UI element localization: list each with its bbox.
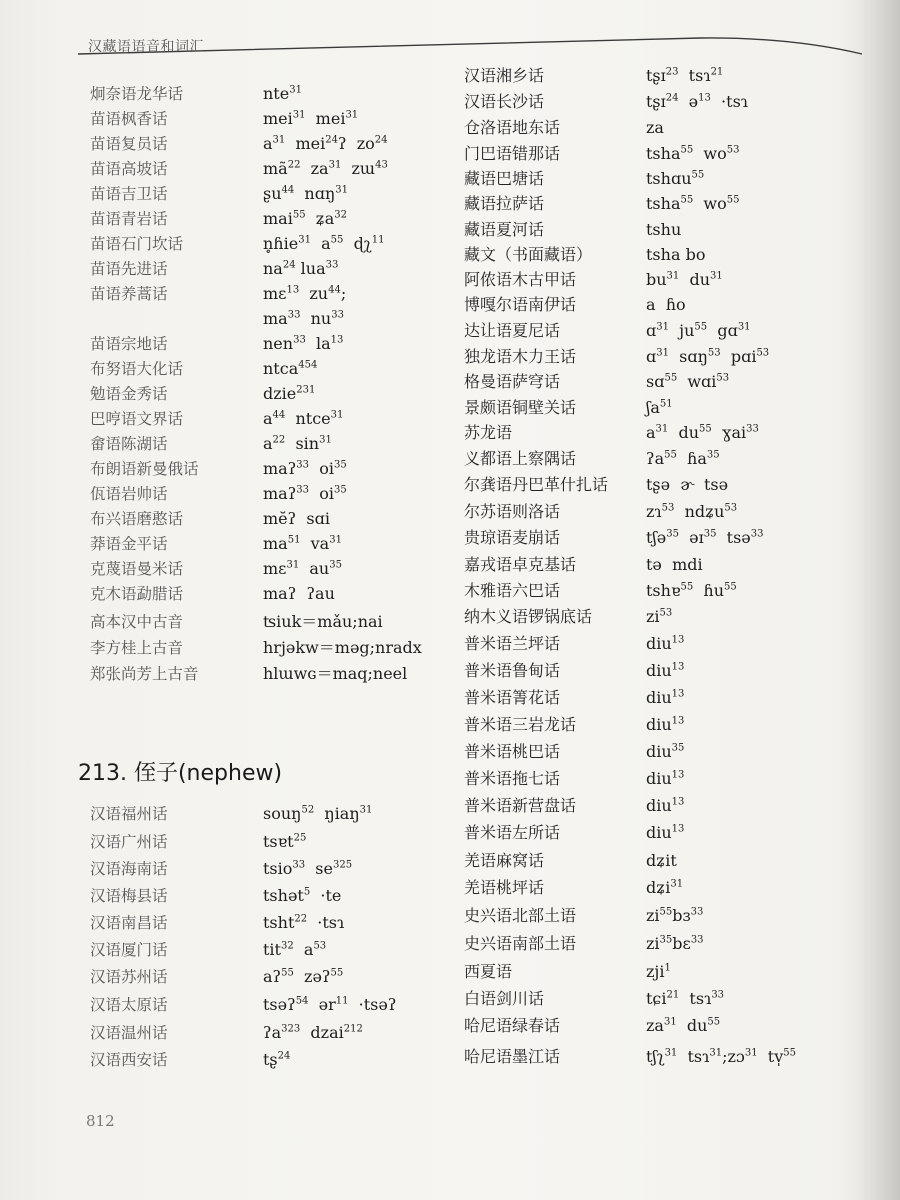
language-name: 史兴语南部土语 xyxy=(464,934,577,953)
language-name: 白语剑川话 xyxy=(464,989,545,1008)
language-name: 纳木义语锣锅底话 xyxy=(464,607,593,626)
phonetic-form: ʦiuk＝mǎu;nai xyxy=(263,612,383,631)
language-name: 汉语长沙话 xyxy=(464,92,545,111)
phonetic-form: diu$^{13}$ xyxy=(646,634,685,653)
phonetic-form: hlɯwɢ＝maq;neel xyxy=(263,664,408,683)
phonetic-form: ʂu$^{44}$ nɑŋ$^{31}$ xyxy=(263,184,349,203)
phonetic-form: diu$^{13}$ xyxy=(646,688,685,707)
language-name: 普米语桃巴话 xyxy=(464,742,561,761)
phonetic-form: tʂə ɚ tsə xyxy=(646,475,729,494)
language-name: 博嘎尔语南伊话 xyxy=(464,295,577,314)
language-name: 苗语先进话 xyxy=(90,260,168,278)
phonetic-form: tsht$^{22}$ ·tsɿ xyxy=(263,913,345,932)
phonetic-form: maʔ ʔau xyxy=(263,584,335,603)
phonetic-form: sɑ$^{55}$ wɑi$^{53}$ xyxy=(646,372,730,391)
language-name: 巴哼语文界话 xyxy=(90,410,184,428)
phonetic-form: tʂɪ$^{24}$ ə$^{13}$ ·tsɿ xyxy=(646,92,749,111)
phonetic-form: hrjəkw＝məg;nradx xyxy=(263,638,422,657)
phonetic-form: ntca$^{454}$ xyxy=(263,359,318,378)
language-name: 汉语南昌话 xyxy=(90,914,168,932)
phonetic-form: dʑit xyxy=(646,851,677,870)
language-name: 普米语箐花话 xyxy=(464,688,561,707)
language-name: 藏语巴塘话 xyxy=(464,169,545,188)
language-name: 普米语三岩龙话 xyxy=(464,715,577,734)
phonetic-form: a ɦo xyxy=(646,295,686,314)
language-name: 贵琼语麦崩话 xyxy=(464,528,561,547)
language-name: 汉语西安话 xyxy=(90,1051,168,1069)
language-name: 汉语厦门话 xyxy=(90,941,168,959)
language-name: 独龙语木力王话 xyxy=(464,347,577,366)
language-name: 尔苏语则洛话 xyxy=(464,502,561,521)
language-name: 义都语上察隅话 xyxy=(464,449,577,468)
phonetic-form: ʔa$^{55}$ ɦa$^{35}$ xyxy=(646,449,720,468)
language-name: 羌语麻窝话 xyxy=(464,851,545,870)
phonetic-form: zji$^1$ xyxy=(646,962,671,981)
language-name: 炯奈语龙华话 xyxy=(90,85,184,103)
language-name: 格曼语萨穹话 xyxy=(464,372,561,391)
phonetic-form: dʑi$^{31}$ xyxy=(646,878,684,897)
phonetic-form: tʃə$^{35}$ əɪ$^{35}$ tsə$^{33}$ xyxy=(646,528,764,547)
phonetic-form: $za^{31}$ $du^{55}$ xyxy=(646,1016,721,1035)
phonetic-form: $a^{44}$ ntce$^{31}$ xyxy=(263,409,344,428)
phonetic-form: diu$^{35}$ xyxy=(646,742,685,761)
language-name: 李方桂上古音 xyxy=(90,639,184,657)
phonetic-form: $zi^{55}bɜ^{33}$ xyxy=(646,906,704,925)
phonetic-form: tʂɪ$^{23}$ tsɿ$^{21}$ xyxy=(646,66,724,85)
language-name: 苏龙语 xyxy=(464,423,513,442)
language-name: 尔龚语丹巴革什扎话 xyxy=(464,475,609,494)
language-name: 苗语宗地话 xyxy=(90,335,168,353)
page-edge-shadow xyxy=(838,0,900,1200)
language-name: 哈尼语墨江话 xyxy=(464,1047,561,1066)
phonetic-form: diu$^{13}$ xyxy=(646,823,685,842)
phonetic-form: ʔa$^{323}$ dzai$^{212}$ xyxy=(263,1023,363,1042)
phonetic-form: ɑ$^{31}$ sɑŋ$^{53}$ pɑi$^{53}$ xyxy=(646,347,770,366)
phonetic-form: diu$^{13}$ xyxy=(646,796,685,815)
phonetic-form: $ma^{33}$ $nu^{33}$ xyxy=(263,309,344,328)
language-name: 阿侬语木古甲话 xyxy=(464,270,577,289)
phonetic-form: diu$^{13}$ xyxy=(646,769,685,788)
language-name: 汉语福州话 xyxy=(90,805,168,823)
phonetic-form: mai$^{55}$ ʑa$^{32}$ xyxy=(263,209,347,228)
language-name: 藏语拉萨话 xyxy=(464,194,545,213)
phonetic-form: tə mdi xyxy=(646,555,703,574)
language-name: 哈尼语绿春话 xyxy=(464,1016,561,1035)
phonetic-form: tshət$^5$ ·te xyxy=(263,886,342,905)
phonetic-form: tsha$^{55}$ $wo^{53}$ xyxy=(646,144,740,163)
language-name: 佤语岩帅话 xyxy=(90,485,168,503)
phonetic-form: maʔ$^{33}$ $oi^{35}$ xyxy=(263,484,347,503)
phonetic-form: $a^{31}$ $du^{55}$ ɣai$^{33}$ xyxy=(646,423,759,442)
language-name: 史兴语北部土语 xyxy=(464,906,577,925)
language-name: 木雅语六巴话 xyxy=(464,581,561,600)
language-name: 汉语海南话 xyxy=(90,860,168,878)
phonetic-form: tsha$^{55}$ $wo^{55}$ xyxy=(646,194,740,213)
language-name: 布朗语新曼俄话 xyxy=(90,460,199,478)
phonetic-form: nen$^{33}$ $la^{13}$ xyxy=(263,334,344,353)
language-name: 普米语左所话 xyxy=(464,823,561,842)
language-name: 克蔑语曼米话 xyxy=(90,560,184,578)
language-name: 布努语大化话 xyxy=(90,360,184,378)
language-name: 门巴语错那话 xyxy=(464,144,561,163)
phonetic-form: ɑ$^{31}$ $ju^{55}$ gɑ$^{31}$ xyxy=(646,321,751,340)
phonetic-form: tsəʔ$^{54}$ ər$^{11}$ ·tsəʔ xyxy=(263,995,397,1014)
section-heading: 213. 侄子(nephew) xyxy=(78,761,283,786)
language-name: 汉语梅县话 xyxy=(90,887,168,905)
phonetic-form: tshɐ$^{55}$ ɦu$^{55}$ xyxy=(646,581,737,600)
language-name: 汉语太原话 xyxy=(90,996,168,1014)
language-name: 普米语鲁甸话 xyxy=(464,661,561,680)
language-name: 西夏语 xyxy=(464,962,513,981)
phonetic-form: tit$^{32}$ $a^{53}$ xyxy=(263,940,327,959)
phonetic-form: souŋ$^{52}$ ŋiaŋ$^{31}$ xyxy=(263,804,373,823)
language-name: 藏文（书面藏语） xyxy=(464,245,593,264)
phonetic-form: diu$^{13}$ xyxy=(646,661,685,680)
language-name: 普米语新营盘话 xyxy=(464,796,577,815)
phonetic-form: tɕi$^{21}$ tsɿ$^{33}$ xyxy=(646,989,725,1008)
phonetic-form: tsio$^{33}$ $se^{325}$ xyxy=(263,859,353,878)
phonetic-form: $ma^{51}$ $va^{31}$ xyxy=(263,534,342,553)
phonetic-form: $mã^{22}$ $za^{31}$ zɯ$^{43}$ xyxy=(263,159,388,178)
language-name: 汉语苏州话 xyxy=(90,968,168,986)
phonetic-form: n̥ɦie$^{31}$ $a^{55}$ ɖʅ$^{11}$ xyxy=(263,234,385,253)
language-name: 苗语吉卫话 xyxy=(90,185,168,203)
language-name: 苗语高坡话 xyxy=(90,160,168,178)
language-name: 景颇语铜壁关话 xyxy=(464,398,577,417)
phonetic-form: $zi^{53}$ xyxy=(646,607,673,626)
phonetic-form: mɛ$^{13}$ $zu^{44}$; xyxy=(263,284,347,303)
language-name: 苗语青岩话 xyxy=(90,210,168,228)
phonetic-form: tsɐt$^{25}$ xyxy=(263,832,307,851)
phonetic-form: $a^{31}$ mei$^{24}$ʔ $zo^{24}$ xyxy=(263,134,388,153)
language-name: 畲语陈湖话 xyxy=(90,435,168,453)
phonetic-form: dzie$^{231}$ xyxy=(263,384,316,403)
language-name: 嘉戎语卓克基话 xyxy=(464,555,577,574)
phonetic-form: tshɑu$^{55}$ xyxy=(646,169,705,188)
language-name: 苗语养蒿话 xyxy=(90,285,168,303)
language-name: 达让语夏尼话 xyxy=(464,321,561,340)
phonetic-form: tʂ$^{24}$ xyxy=(263,1050,291,1069)
language-name: 汉语温州话 xyxy=(90,1024,168,1042)
language-name: 苗语复员话 xyxy=(90,135,168,153)
phonetic-form: $a^{22}$ $\sin^{31}$ xyxy=(263,434,332,453)
language-name: 仓洛语地东话 xyxy=(464,118,561,137)
language-name: 普米语拖七话 xyxy=(464,769,561,788)
language-name: 汉语广州话 xyxy=(90,833,168,851)
phonetic-form: mɛ$^{31}$ $au^{35}$ xyxy=(263,559,342,578)
phonetic-form: zɿ$^{53}$ ndʑu$^{53}$ xyxy=(646,502,738,521)
phonetic-form: za xyxy=(646,118,664,137)
language-name: 羌语桃坪话 xyxy=(464,878,545,897)
running-head: 汉藏语语音和词汇 xyxy=(88,39,204,55)
phonetic-form: nte$^{31}$ xyxy=(263,84,302,103)
phonetic-form: $zi^{35}bɛ^{33}$ xyxy=(646,934,704,953)
language-name: 克木语勐腊话 xyxy=(90,585,184,603)
language-name: 普米语兰坪话 xyxy=(464,634,561,653)
phonetic-form: mĕʔ sɑi xyxy=(263,509,330,528)
phonetic-form: maʔ$^{33}$ $oi^{35}$ xyxy=(263,459,347,478)
language-name: 莽语金平话 xyxy=(90,535,168,553)
language-name: 汉语湘乡话 xyxy=(464,66,545,85)
language-name: 郑张尚芳上古音 xyxy=(90,665,199,683)
phonetic-form: tshu xyxy=(646,220,682,239)
phonetic-form: $na^{24}$ lua$^{33}$ xyxy=(263,259,339,278)
language-name: 布兴语磨憨话 xyxy=(90,510,184,528)
phonetic-form: diu$^{13}$ xyxy=(646,715,685,734)
language-name: 藏语夏河话 xyxy=(464,220,545,239)
language-name: 高本汉中古音 xyxy=(90,613,184,631)
language-name: 苗语枫香话 xyxy=(90,110,168,128)
phonetic-form: aʔ$^{55}$ zəʔ$^{55}$ xyxy=(263,967,344,986)
phonetic-form: tʃʅ$^{31}$ tsɿ$^{31}$;zɔ$^{31}$ tv̩$^{55}$ xyxy=(646,1047,796,1066)
phonetic-form: ʃa$^{51}$ xyxy=(646,398,673,417)
phonetic-form: tsha bo xyxy=(646,245,706,264)
page-number: 812 xyxy=(86,1112,115,1130)
language-name: 苗语石门坎话 xyxy=(90,235,184,253)
phonetic-form: $bu^{31}$ $du^{31}$ xyxy=(646,270,723,289)
header-rule xyxy=(0,0,900,70)
phonetic-form: mei$^{31}$ mei$^{31}$ xyxy=(263,109,359,128)
language-name: 勉语金秀话 xyxy=(90,385,168,403)
